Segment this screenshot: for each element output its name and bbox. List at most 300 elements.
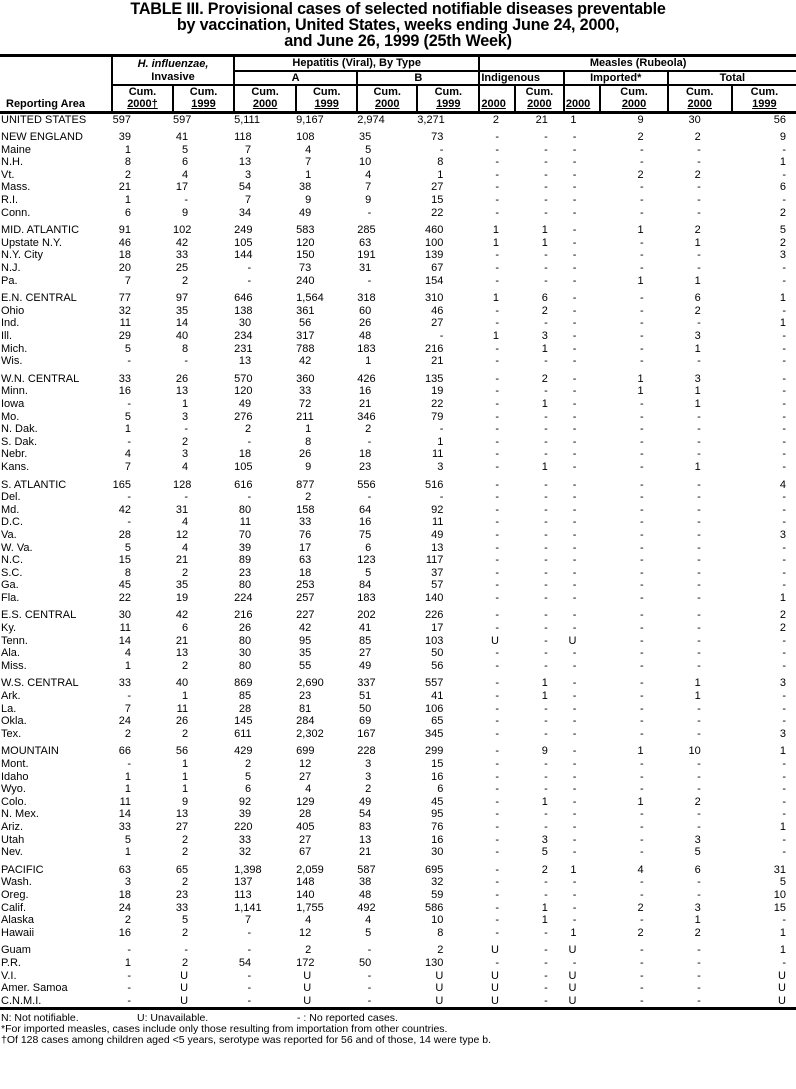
value-cell: -: [367, 982, 372, 995]
value-cell: 6: [181, 622, 189, 635]
value-cell: -: [495, 554, 499, 567]
value-cell: -: [572, 727, 577, 740]
value-cell: -: [495, 863, 499, 876]
value-cell: 40: [175, 330, 189, 342]
value-cell: -: [782, 783, 786, 796]
value-cell: -: [639, 554, 644, 567]
value-cell: -: [572, 770, 577, 783]
value-cell: 2: [124, 914, 132, 927]
value-cell: -: [782, 262, 786, 275]
reporting-area-cell: Nebr.: [1, 448, 28, 461]
value-cell: -: [495, 435, 499, 448]
value-cell: -: [247, 982, 252, 995]
value-cell: -: [439, 491, 444, 504]
value-cell: 1: [541, 236, 548, 249]
table-row: [0, 690, 796, 703]
reporting-area-cell: Tex.: [1, 727, 22, 740]
value-cell: 2: [637, 131, 644, 144]
value-cell: 39: [118, 131, 132, 144]
reporting-area-cell: Iowa: [1, 397, 25, 410]
value-cell: 583: [296, 224, 315, 237]
reporting-area-cell: Nev.: [1, 846, 23, 859]
value-cell: 2: [694, 131, 701, 144]
value-cell: 27: [298, 833, 312, 846]
value-cell: 10: [773, 888, 786, 901]
value-cell: 3: [779, 677, 786, 690]
value-cell: 21: [175, 554, 189, 567]
table-row: [0, 740, 796, 758]
value-cell: 22: [431, 397, 444, 410]
value-cell: 3: [694, 833, 701, 846]
value-cell: 1: [124, 846, 132, 859]
value-cell: 13: [175, 385, 189, 398]
footnote-imported: *For imported measles, cases include only those resulting from importation from other countries.: [1, 1023, 448, 1036]
value-cell: -: [544, 448, 548, 461]
value-cell: 224: [234, 591, 253, 604]
value-cell: 3: [365, 770, 372, 783]
table-row: [0, 491, 796, 504]
value-cell: -: [639, 342, 644, 355]
subheader-line2: 2000: [565, 97, 591, 110]
value-cell: 2: [779, 206, 786, 219]
value-cell: U: [180, 994, 189, 1007]
subheader-line1: Cum.: [312, 85, 341, 98]
value-cell: -: [697, 634, 701, 647]
value-cell: 102: [173, 224, 192, 237]
value-cell: -: [639, 634, 644, 647]
value-cell: 2: [779, 622, 786, 635]
value-cell: -: [782, 833, 786, 846]
value-cell: U: [491, 982, 499, 995]
value-cell: -: [544, 876, 548, 889]
value-cell: 1: [492, 236, 499, 249]
value-cell: -: [697, 194, 701, 207]
value-cell: 9: [637, 113, 644, 126]
value-cell: -: [495, 808, 499, 821]
value-cell: 4: [181, 516, 189, 529]
value-cell: -: [572, 833, 577, 846]
value-cell: 14: [118, 808, 132, 821]
subheader-line1: Cum.: [128, 85, 157, 98]
value-cell: -: [127, 355, 132, 368]
value-cell: 18: [298, 566, 312, 579]
value-cell: 7: [124, 274, 132, 287]
value-cell: U: [568, 982, 577, 995]
value-cell: 31: [359, 262, 372, 275]
value-cell: 2: [779, 609, 786, 622]
value-cell: -: [495, 956, 499, 969]
value-cell: 16: [431, 833, 444, 846]
value-cell: -: [495, 715, 499, 728]
value-cell: 405: [296, 820, 315, 833]
value-cell: 4: [365, 168, 372, 181]
reporting-area-cell: N.Y. City: [1, 249, 43, 262]
value-cell: -: [572, 131, 577, 144]
value-cell: 231: [234, 342, 253, 355]
value-cell: 69: [359, 715, 372, 728]
value-cell: -: [697, 579, 701, 592]
table-row: [0, 237, 796, 250]
value-cell: -: [544, 702, 548, 715]
value-cell: -: [572, 647, 577, 660]
value-cell: -: [127, 994, 132, 1007]
table-row: [0, 592, 796, 605]
value-cell: 4: [779, 478, 786, 491]
value-cell: -: [495, 745, 499, 758]
value-cell: -: [495, 262, 499, 275]
value-cell: -: [639, 236, 644, 249]
value-cell: -: [544, 926, 548, 939]
value-cell: -: [782, 274, 786, 287]
value-cell: -: [127, 397, 132, 410]
table-row: [0, 672, 796, 690]
value-cell: -: [127, 516, 132, 529]
value-cell: -: [782, 846, 786, 859]
value-cell: 183: [357, 591, 376, 604]
value-cell: U: [568, 994, 577, 1007]
value-cell: 8: [124, 156, 132, 169]
reporting-area-cell: N.H.: [1, 156, 23, 169]
value-cell: 1,141: [234, 901, 262, 914]
value-cell: 2: [541, 372, 548, 385]
value-cell: -: [247, 491, 252, 504]
value-cell: 1: [570, 863, 577, 876]
value-cell: 21: [359, 846, 372, 859]
value-cell: -: [639, 846, 644, 859]
value-cell: 21: [359, 397, 372, 410]
table-row: [0, 474, 796, 492]
reporting-area-cell: Oreg.: [1, 888, 29, 901]
value-cell: -: [782, 460, 786, 473]
value-cell: 33: [298, 385, 312, 398]
value-cell: 26: [298, 448, 312, 461]
table-header: [0, 56, 796, 113]
value-cell: 83: [359, 820, 372, 833]
value-cell: 2,302: [296, 727, 324, 740]
value-cell: 2: [694, 168, 701, 181]
value-cell: 140: [425, 591, 444, 604]
value-cell: 84: [359, 579, 372, 592]
value-cell: 17: [298, 541, 312, 554]
value-cell: 4: [637, 863, 644, 876]
value-cell: 216: [234, 609, 253, 622]
subheader-line1: Cum.: [251, 85, 279, 98]
value-cell: 66: [118, 745, 132, 758]
value-cell: 1: [637, 224, 644, 237]
value-cell: -: [544, 478, 548, 491]
value-cell: -: [782, 516, 786, 529]
value-cell: 211: [296, 410, 314, 423]
value-cell: 32: [238, 846, 252, 859]
value-cell: 28: [238, 702, 252, 715]
table-row: [0, 970, 796, 983]
table-body: [0, 112, 796, 1009]
value-cell: -: [782, 647, 786, 660]
value-cell: 4: [181, 541, 189, 554]
notifiable-diseases-table: [0, 54, 796, 1011]
value-cell: -: [544, 131, 548, 144]
value-cell: -: [782, 659, 786, 672]
value-cell: 49: [298, 206, 312, 219]
value-cell: -: [782, 372, 786, 385]
value-cell: -: [572, 808, 577, 821]
value-cell: 49: [359, 795, 372, 808]
value-cell: -: [495, 131, 499, 144]
table-row: [0, 156, 796, 169]
value-cell: -: [495, 647, 499, 660]
value-cell: 65: [175, 863, 189, 876]
value-cell: U: [491, 634, 499, 647]
value-cell: 9: [305, 460, 312, 473]
value-cell: -: [782, 410, 786, 423]
header-hflu-invasive: Invasive: [151, 70, 195, 83]
reporting-area-cell: N. Mex.: [1, 808, 39, 821]
table-row: [0, 516, 796, 529]
value-cell: -: [572, 956, 577, 969]
value-cell: 1: [541, 914, 548, 927]
value-cell: 429: [234, 745, 253, 758]
title-line-2: by vaccination, United States, weeks ending June 24, 2000,: [176, 15, 620, 34]
value-cell: 9,167: [296, 113, 324, 126]
value-cell: U: [435, 982, 444, 995]
value-cell: -: [639, 579, 644, 592]
value-cell: 23: [298, 690, 312, 703]
value-cell: 51: [359, 690, 372, 703]
value-cell: 1: [181, 783, 189, 796]
value-cell: 6: [245, 783, 252, 796]
value-cell: -: [495, 795, 499, 808]
value-cell: -: [495, 410, 499, 423]
value-cell: -: [572, 516, 577, 529]
reporting-area-cell: Va.: [1, 528, 17, 541]
table-row: [0, 126, 796, 144]
value-cell: 15: [118, 554, 132, 567]
header-hepatitis: Hepatitis (Viral), By Type: [292, 57, 421, 70]
value-cell: 33: [238, 833, 252, 846]
value-cell: 11: [119, 622, 132, 635]
subheader-col-4: [357, 85, 417, 113]
reporting-area-cell: W.S. CENTRAL: [1, 677, 79, 690]
value-cell: -: [495, 448, 499, 461]
value-cell: 240: [296, 274, 315, 287]
value-cell: 2: [541, 863, 548, 876]
value-cell: 183: [357, 342, 376, 355]
table-row: [0, 385, 796, 398]
reporting-area-cell: S.C.: [1, 566, 23, 579]
value-cell: 1: [541, 460, 548, 473]
value-cell: -: [697, 262, 701, 275]
value-cell: 2,059: [296, 863, 324, 876]
value-cell: 103: [425, 634, 444, 647]
header-reporting-area: Reporting Area: [6, 97, 86, 110]
reporting-area-cell: Pa.: [1, 274, 18, 287]
value-cell: -: [544, 249, 548, 262]
value-cell: 7: [124, 702, 132, 715]
value-cell: -: [439, 330, 444, 342]
value-cell: -: [639, 956, 644, 969]
value-cell: 13: [238, 156, 252, 169]
value-cell: 1: [365, 355, 372, 368]
value-cell: 6: [694, 863, 701, 876]
value-cell: -: [544, 491, 548, 504]
value-cell: 5,111: [234, 113, 260, 126]
value-cell: 14: [175, 317, 189, 330]
value-cell: 284: [296, 715, 315, 728]
value-cell: -: [639, 503, 644, 516]
value-cell: 16: [359, 516, 372, 529]
value-cell: 5: [365, 926, 372, 939]
reporting-area-cell: Ohio: [1, 304, 25, 317]
value-cell: 646: [234, 292, 253, 305]
subheader-col-8: [564, 85, 601, 113]
value-cell: 50: [431, 647, 444, 660]
value-cell: 50: [359, 956, 372, 969]
value-cell: -: [639, 460, 644, 473]
value-cell: -: [544, 156, 548, 169]
value-cell: 85: [359, 634, 372, 647]
value-cell: 1: [181, 758, 189, 770]
subheader-line2: 2000: [621, 97, 647, 110]
value-cell: -: [639, 677, 644, 690]
subheader-line2: 1999: [752, 97, 777, 110]
value-cell: 9: [365, 194, 372, 207]
value-cell: -: [782, 330, 786, 342]
table-footnotes: [0, 1011, 796, 1047]
value-cell: -: [495, 168, 499, 181]
value-cell: -: [782, 690, 786, 703]
value-cell: 172: [296, 956, 315, 969]
value-cell: -: [782, 194, 786, 207]
table-row: [0, 504, 796, 517]
value-cell: 3: [694, 330, 701, 342]
value-cell: 249: [234, 224, 253, 237]
header-imported: Imported*: [590, 71, 642, 84]
footnote-dagger: †Of 128 cases among children aged <5 years, serotype was reported for 56 and of those, 14 were type b.: [1, 1034, 492, 1047]
value-cell: 1: [779, 745, 786, 758]
value-cell: -: [544, 274, 548, 287]
value-cell: 5: [365, 566, 372, 579]
value-cell: 2,974: [357, 113, 385, 126]
value-cell: 20: [118, 262, 132, 275]
value-cell: -: [639, 758, 644, 770]
value-cell: 228: [357, 745, 376, 758]
value-cell: -: [495, 926, 499, 939]
value-cell: 9: [541, 745, 548, 758]
value-cell: -: [184, 491, 189, 504]
value-cell: 6: [779, 181, 786, 194]
value-cell: -: [639, 609, 644, 622]
value-cell: 1: [779, 820, 786, 833]
value-cell: -: [495, 659, 499, 672]
value-cell: 13: [175, 647, 189, 660]
value-cell: -: [495, 622, 499, 635]
value-cell: U: [303, 994, 312, 1007]
value-cell: 100: [425, 236, 444, 249]
value-cell: 38: [298, 181, 312, 194]
table-row: [0, 181, 796, 194]
value-cell: 3: [779, 249, 786, 262]
value-cell: 2,690: [296, 677, 324, 690]
value-cell: -: [495, 516, 499, 529]
reporting-area-cell: Calif.: [1, 901, 27, 914]
value-cell: -: [544, 566, 548, 579]
value-cell: 59: [431, 888, 444, 901]
value-cell: 11: [119, 795, 132, 808]
value-cell: 1: [779, 926, 786, 939]
value-cell: 54: [359, 808, 372, 821]
reporting-area-cell: Upstate N.Y.: [1, 236, 62, 249]
value-cell: 63: [298, 554, 312, 567]
value-cell: 9: [305, 194, 312, 207]
value-cell: 139: [425, 249, 444, 262]
value-cell: 570: [234, 372, 253, 385]
value-cell: 8: [437, 156, 444, 169]
value-cell: 1: [637, 745, 644, 758]
table-row: [0, 635, 796, 648]
reporting-area-cell: E.S. CENTRAL: [1, 609, 77, 622]
value-cell: 1: [492, 224, 499, 237]
value-cell: 32: [431, 876, 444, 889]
value-cell: 2: [694, 304, 701, 317]
value-cell: 25: [175, 262, 189, 275]
value-cell: 56: [431, 659, 444, 672]
value-cell: 30: [238, 317, 252, 330]
reporting-area-cell: W.N. CENTRAL: [1, 372, 80, 385]
value-cell: 1: [541, 397, 548, 410]
value-cell: 129: [296, 795, 315, 808]
table-row: [0, 262, 796, 275]
table-row: [0, 647, 796, 660]
value-cell: -: [572, 156, 577, 169]
value-cell: 6: [365, 541, 372, 554]
table-row: [0, 982, 796, 995]
reporting-area-cell: Mass.: [1, 181, 31, 194]
value-cell: -: [495, 758, 499, 770]
value-cell: -: [544, 194, 548, 207]
value-cell: -: [782, 554, 786, 567]
value-cell: 1: [779, 591, 786, 604]
reporting-area-cell: Maine: [1, 143, 31, 156]
value-cell: 1: [637, 795, 644, 808]
value-cell: -: [639, 914, 644, 927]
value-cell: -: [639, 435, 644, 448]
value-cell: 80: [238, 503, 252, 516]
table-row: [0, 287, 796, 305]
subheader-col-2: [234, 85, 296, 113]
value-cell: 1: [437, 168, 444, 181]
value-cell: 13: [238, 355, 252, 368]
value-cell: 299: [425, 745, 444, 758]
value-cell: 60: [359, 304, 372, 317]
value-cell: 41: [175, 131, 189, 144]
value-cell: 556: [357, 478, 376, 491]
value-cell: 56: [298, 317, 312, 330]
value-cell: -: [572, 622, 577, 635]
value-cell: 9: [181, 206, 189, 219]
value-cell: 23: [238, 566, 252, 579]
subheader-line2: 1999: [314, 97, 339, 110]
value-cell: 165: [112, 478, 132, 491]
value-cell: -: [639, 994, 644, 1007]
value-cell: 8: [305, 435, 312, 448]
value-cell: 48: [359, 888, 372, 901]
value-cell: 7: [365, 181, 372, 194]
reporting-area-cell: Mo.: [1, 410, 20, 423]
reporting-area-cell: Ga.: [1, 579, 19, 592]
value-cell: 345: [425, 727, 444, 740]
value-cell: 33: [118, 820, 132, 833]
value-cell: 2: [305, 944, 312, 957]
